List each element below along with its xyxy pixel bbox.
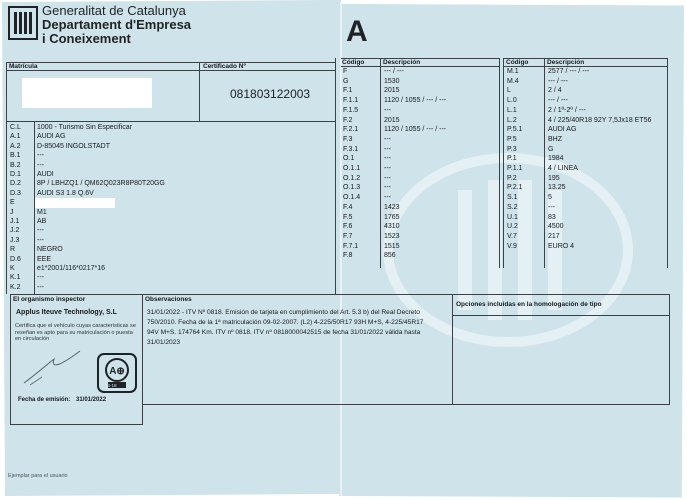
matricula-label: Matrícula bbox=[9, 63, 38, 70]
opciones-label: Opciones incluidas en la homologación de tipo bbox=[456, 301, 602, 308]
left-field-value: AUDI AG bbox=[37, 133, 66, 141]
left-field-value: 8P / LBHZQ1 / QM62Q023R8P80T20GG bbox=[37, 180, 165, 188]
inspector-label: El organismo inspector bbox=[13, 296, 86, 303]
left-field-value: AUDI bbox=[37, 171, 54, 178]
left-field-value: AB bbox=[37, 218, 47, 225]
right-field-code: V.9 bbox=[507, 242, 517, 250]
left-field-value: --- bbox=[37, 236, 44, 244]
right-field-value: --- / --- bbox=[548, 77, 568, 85]
mid-field-value: --- bbox=[384, 184, 391, 192]
left-field-value: --- bbox=[37, 152, 44, 160]
left-field-code: C.L bbox=[10, 124, 21, 131]
generalitat-logo-icon bbox=[8, 6, 38, 40]
mid-field-value: 2015 bbox=[384, 116, 400, 124]
right-field-code: M.1 bbox=[507, 68, 519, 75]
right-field-code: P.2 bbox=[507, 174, 517, 182]
left-field-value: e1*2001/116*0217*16 bbox=[37, 265, 105, 272]
mid-field-value: 1523 bbox=[384, 232, 400, 240]
left-field-code: A.2 bbox=[10, 142, 21, 150]
left-field-value: EEE bbox=[37, 255, 52, 263]
mid-field-code: F.5 bbox=[343, 213, 353, 221]
fold-line bbox=[340, 2, 342, 496]
mid-field-code: F.1.1 bbox=[343, 97, 359, 105]
mid-field-code: F.2.1 bbox=[343, 126, 359, 134]
mid-field-value: --- bbox=[384, 145, 391, 153]
observaciones-line: 94V M+S. 174764 Km. ITV nº 0818. ITV nº 0818000042515 de fecha 31/01/2022 válida hasta bbox=[147, 329, 421, 336]
right-field-code: U.1 bbox=[507, 213, 518, 221]
mid-field-code: F.6 bbox=[343, 223, 353, 231]
mid-descripcion-header: Descripción bbox=[383, 59, 421, 66]
right-field-code: L.1 bbox=[507, 106, 517, 114]
observaciones-line: 31/01/2023 bbox=[147, 339, 181, 346]
right-field-code: S.2 bbox=[507, 203, 518, 211]
mid-field-value: 1423 bbox=[384, 203, 400, 211]
right-field-code: P.2.1 bbox=[507, 184, 523, 192]
left-field-value: NEGRO bbox=[37, 246, 63, 254]
right-field-code: V.7 bbox=[507, 232, 517, 240]
right-field-code: P.5 bbox=[507, 135, 517, 143]
left-field-code: B.1 bbox=[10, 152, 21, 160]
mid-field-value: 1120 / 1055 / --- / --- bbox=[384, 126, 447, 134]
left-field-value: --- bbox=[37, 274, 44, 282]
mid-field-value: 1515 bbox=[384, 242, 400, 250]
mid-field-code: F.3 bbox=[343, 135, 353, 143]
right-field-value: 4500 bbox=[548, 223, 564, 231]
footer-ejemplar: Ejemplar para el usuario bbox=[8, 473, 68, 479]
right-field-value: BHZ bbox=[548, 135, 562, 143]
left-field-value: M1 bbox=[37, 208, 47, 216]
left-field-code: J.2 bbox=[10, 227, 20, 235]
right-field-code: L bbox=[507, 87, 511, 95]
right-field-code: S.1 bbox=[507, 194, 518, 202]
left-field-code: B.2 bbox=[10, 161, 21, 169]
left-field-code: K bbox=[10, 265, 15, 272]
header-line2: Departament d'Empresa bbox=[42, 17, 192, 32]
mid-field-code: F.7 bbox=[343, 232, 353, 240]
inspector-signature bbox=[20, 345, 90, 390]
right-descripcion-header: Descripción bbox=[547, 59, 585, 66]
mid-field-code: F.2 bbox=[343, 116, 353, 124]
right-field-value: 2577 / --- / --- bbox=[548, 68, 590, 75]
right-codigo-header: Código bbox=[506, 59, 529, 66]
mid-field-code: F bbox=[343, 68, 348, 75]
left-field-code: E bbox=[10, 199, 15, 207]
right-field-value: 195 bbox=[548, 174, 560, 182]
right-field-value: 217 bbox=[548, 232, 560, 240]
left-field-code: K.2 bbox=[10, 283, 21, 291]
inspector-certifica: Certifica que el vehículo cuyas características se reseñan es apto para su matriculación o puesta en circulación bbox=[15, 323, 136, 342]
mid-field-value: --- / --- bbox=[384, 68, 404, 75]
right-field-code: L.2 bbox=[507, 116, 517, 124]
mid-field-code: O.1.3 bbox=[343, 184, 361, 192]
left-field-code: J.1 bbox=[10, 218, 20, 225]
right-field-value: --- bbox=[548, 203, 555, 211]
mid-field-value: --- bbox=[384, 165, 391, 172]
right-field-code: P.1 bbox=[507, 155, 517, 163]
observaciones-line: 31/01/2022 - ITV Nº 0818. Emisión de tarjeta en cumplimiento del Art. 5.3 b) del Real Decreto bbox=[147, 309, 420, 316]
mid-field-code: O.1.1 bbox=[343, 165, 361, 172]
observaciones-label: Observaciones bbox=[145, 296, 192, 303]
right-field-value: EURO 4 bbox=[548, 242, 575, 250]
mid-field-code: F.8 bbox=[343, 252, 353, 260]
right-field-code: M.4 bbox=[507, 77, 519, 85]
left-field-code: D.1 bbox=[10, 171, 21, 178]
mid-field-value: --- bbox=[384, 135, 391, 143]
left-field-code: J bbox=[10, 208, 14, 216]
right-field-value: 2 / 1º-2º / --- bbox=[548, 106, 586, 114]
big-letter-a: A bbox=[346, 15, 368, 48]
left-field-value: D-85045 INGOLSTADT bbox=[37, 142, 111, 150]
left-field-code: D.6 bbox=[10, 255, 21, 263]
left-field-value: --- bbox=[37, 161, 44, 169]
right-field-value: 4 / LINEA bbox=[548, 165, 578, 172]
fecha-emision-value: 31/01/2022 bbox=[76, 397, 107, 403]
mid-field-value: --- bbox=[384, 155, 391, 163]
mid-field-code: F.1 bbox=[343, 87, 353, 95]
mid-field-value: 1120 / 1055 / --- / --- bbox=[384, 97, 447, 105]
observaciones-line: 750/2010. Fecha de la 1ª matriculación 09-02-2007. (L2) 4-225/50R17 93H M+S, 4-225/45R17 bbox=[147, 319, 424, 326]
mid-field-value: 856 bbox=[384, 252, 396, 260]
left-field-value: 1000 - Turismo Sin Especificar bbox=[37, 124, 132, 131]
left-field-code: K.1 bbox=[10, 274, 21, 282]
right-field-value: 4 / 225/40R18 92Y 7,5Jx18 ET56 bbox=[548, 116, 652, 124]
inspector-name: Applus Iteuve Technology, S.L bbox=[16, 309, 117, 316]
right-field-value: 2 / 4 bbox=[548, 87, 562, 95]
mid-field-code: F.3.1 bbox=[343, 145, 359, 153]
right-field-code: P.5.1 bbox=[507, 126, 523, 134]
right-field-code: P.1.1 bbox=[507, 165, 523, 172]
right-field-code: L.0 bbox=[507, 97, 517, 105]
certificado-number: 081803122003 bbox=[230, 87, 311, 101]
header-line3: i Coneixement bbox=[42, 31, 131, 46]
right-field-code: U.2 bbox=[507, 223, 518, 231]
mid-field-value: 1530 bbox=[384, 77, 400, 85]
mid-field-value: --- bbox=[384, 106, 391, 114]
right-field-value: 83 bbox=[548, 213, 556, 221]
header-line1: Generalitat de Catalunya bbox=[42, 3, 186, 18]
right-field-value: 1984 bbox=[548, 155, 564, 163]
svg-text:A⊕: A⊕ bbox=[109, 366, 125, 377]
mid-field-value: 2015 bbox=[384, 87, 400, 95]
right-field-value: 13.25 bbox=[548, 184, 566, 192]
left-field-code: R bbox=[10, 246, 16, 254]
left-field-code: A.1 bbox=[10, 133, 21, 141]
right-field-value: AUDI AG bbox=[548, 126, 577, 134]
mid-field-value: --- bbox=[384, 174, 391, 182]
left-field-value: --- bbox=[37, 227, 44, 235]
mid-field-code: O.1 bbox=[343, 155, 355, 163]
mid-field-code: F.1.5 bbox=[343, 106, 359, 114]
left-field-value: --- bbox=[37, 283, 44, 291]
left-field-value: AUDI S3 1.8 Q.6V bbox=[37, 189, 94, 197]
left-field-code: J.3 bbox=[10, 236, 20, 244]
stamp-text: A B-18 bbox=[103, 383, 117, 388]
certificado-label: Certificado Nº bbox=[203, 63, 246, 70]
redacted-plate bbox=[22, 78, 152, 108]
left-field-code: D.2 bbox=[10, 180, 21, 188]
left-field-code: D.3 bbox=[10, 189, 21, 197]
right-field-code: P.3 bbox=[507, 145, 517, 153]
right-field-value: G bbox=[548, 145, 554, 153]
mid-field-code: G bbox=[343, 77, 349, 85]
right-field-value: --- / --- bbox=[548, 97, 568, 105]
mid-codigo-header: Código bbox=[342, 59, 365, 66]
fecha-emision-label: Fecha de emisión: bbox=[18, 397, 71, 403]
mid-field-value: --- bbox=[384, 194, 391, 202]
mid-field-value: 4310 bbox=[384, 223, 400, 231]
redacted-vin bbox=[35, 198, 115, 208]
mid-field-value: 1765 bbox=[384, 213, 400, 221]
mid-field-code: O.1.4 bbox=[343, 194, 361, 202]
mid-field-code: F.4 bbox=[343, 203, 353, 211]
mid-field-code: F.7.1 bbox=[343, 242, 359, 250]
mid-field-code: O.1.2 bbox=[343, 174, 361, 182]
right-field-value: 5 bbox=[548, 194, 552, 202]
